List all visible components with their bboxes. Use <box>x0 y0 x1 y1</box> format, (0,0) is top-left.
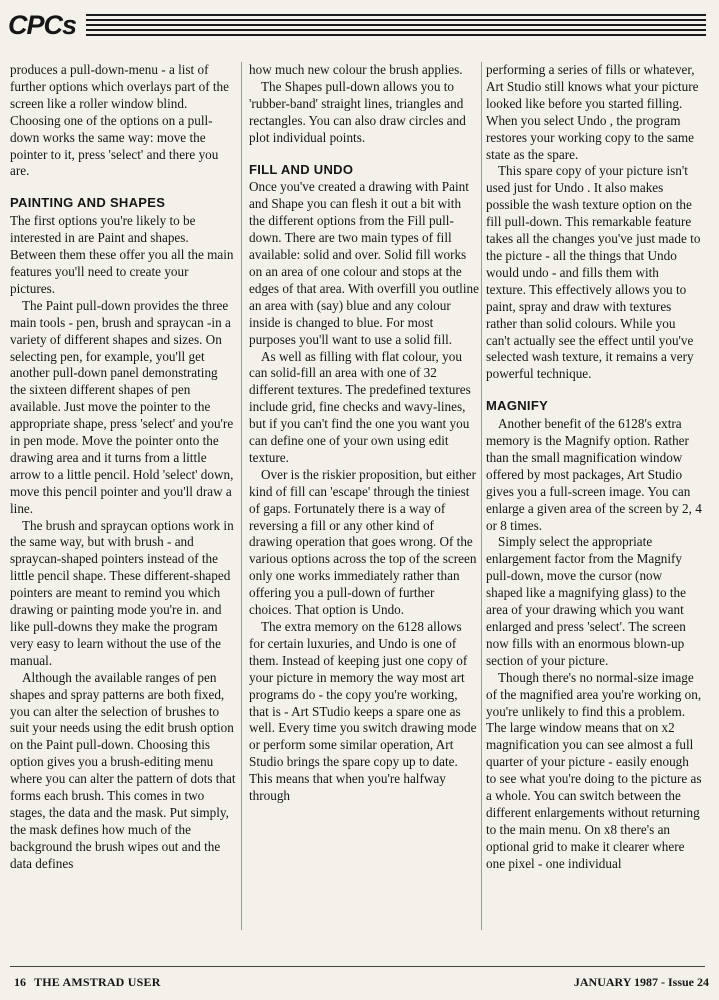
paragraph: performing a series of fills or whatever, Art Studio still knows what your picture looked like before you started filling. When you select Undo , the program restores your working copy to the same state as the spare. <box>486 62 699 162</box>
section-tag: CPCs <box>8 10 77 40</box>
header-rules <box>86 14 706 39</box>
column-1 <box>10 62 236 873</box>
paragraph: As well as filling with flat colour, you can solid-fill an area with one of 32 different textures. The predefined textures include grid, fine checks and wavy-lines, but if you can't find the one you want you can define one of your own using edit texture. <box>249 348 471 465</box>
column-3 <box>486 62 702 873</box>
header-rule <box>86 14 706 16</box>
section-heading: FILL AND UNDO <box>249 161 354 177</box>
paragraph: how much new colour the brush applies. <box>249 62 463 77</box>
section-heading: PAINTING AND SHAPES <box>10 195 166 211</box>
header-rule <box>86 24 706 26</box>
page-number: 16 <box>14 975 26 989</box>
paragraph: produces a pull-down-menu - a list of further options which overlays part of the screen like a roller window blind. Choosing one of the options on a pull-down works the same way: move the pointer to it, press 'select' and there you are. <box>10 62 229 179</box>
page-header <box>8 8 708 50</box>
paragraph: Although the available ranges of pen shapes and spray patterns are both fixed, you can alter the selection of brushes to suit your needs using the edit brush option on the Paint pull-down. Choosing this option gives you a brush-editing menu where you can alter the pattern of dots that forms each brush. This comes in two stages, the data and the mask. Put simply, the mask defines how much of the background the brush wipes out and the data defines <box>10 669 236 871</box>
column-divider <box>481 62 482 930</box>
paragraph: This spare copy of your picture isn't used just for Undo . It also makes possible the wash texture option on the fill pull-down. This remarkable feature takes all the changes you've just made to the picture - all the things that Undo would undo - and fills them with texture. This effectively allows you to paint, spray and draw with textures rather than solid colours. While you can't actually see the effect until you've selected wash texture, it remains a very powerful technique. <box>486 163 701 382</box>
footer-rule <box>10 966 705 967</box>
column-2 <box>249 62 479 805</box>
paragraph: Over is the riskier proposition, but either kind of fill can 'escape' through the tiniest of gaps. Fortunately there is a way of reversing a fill or any other kind of drawing operation that goes wrong. Of the various options across the top of the screen only one works immediately rather than offering you a pull-down of further choices. That option is Undo. <box>249 466 477 618</box>
column-divider <box>241 62 242 930</box>
header-rule <box>86 29 706 31</box>
paragraph: The Paint pull-down provides the three main tools - pen, brush and spraycan -in a variety of different shapes and sizes. On selecting pen, for example, you'll get another pull-down panel demonstrating the sixteen different shapes of pen available. Just move the pointer to the appropriate shape, press 'select' and you're in pen mode. Move the pointer onto the drawing area and it turns from a little arrow to a little pencil. Hold 'select' down, move this pencil pointer and you'll draw a line. <box>10 297 234 516</box>
paragraph: The extra memory on the 6128 allows for certain luxuries, and Undo is one of them. Instead of keeping just one copy of your picture in memory the way most art programs do - the copy you're working, that is - Art STudio keeps a spare one as well. Every time you switch drawing mode or perform some similar operation, Art Studio brings the spare copy up to date. This means that when you're halfway through <box>249 619 477 804</box>
paragraph: Simply select the appropriate enlargement factor from the Magnify pull-down, move the cursor (now shaped like a magnifying glass) to the area of your drawing which you want enlarged and press 'select'. The screen now fills with an enormous blown-up section of your picture. <box>486 534 686 668</box>
header-rule <box>86 19 706 21</box>
paragraph: The first options you're likely to be interested in are Paint and shapes. Between them these offer you all the main features you'll need to create your pictures. <box>10 213 234 296</box>
paragraph: Another benefit of the 6128's extra memory is the Magnify option. Rather than the small magnification window offered by most packages, Art Studio gives you a full-screen image. You can enlarge a given area of the screen by 2, 4 or 8 times. <box>486 416 702 533</box>
publication-name: THE AMSTRAD USER <box>34 975 161 989</box>
paragraph: The Shapes pull-down allows you to 'rubber-band' straight lines, triangles and rectangles. You can also draw circles and plot individual points. <box>249 78 466 145</box>
section-heading: MAGNIFY <box>486 398 549 414</box>
header-rule <box>86 34 706 36</box>
paragraph: Though there's no normal-size image of the magnified area you're working on, you're unlikely to find this a problem. The large window means that on x2 magnification you can see almost a full quarter of your picture - easily enough to see what you're doing to the picture as a whole. You can switch between the different enlargements without returning to the main menu. On x8 there's an optional grid to make it clearer where one pixel - one individual <box>486 669 702 871</box>
paragraph: Once you've created a drawing with Paint and Shape you can flesh it out a bit with the different options from the Fill pull-down. There are two main types of fill available: solid and over. Solid fill works on an area of one colour and stops at the edges of that area. With overfill you outline an area with (say) blue and any colour inside is changed to blue. For most purposes you'll want to use a solid fill. <box>249 179 479 347</box>
paragraph: The brush and spraycan options work in the same way, but with brush - and spraycan-shaped pointers instead of the little pencil shape. These different-shaped pointers are meant to remind you which drawing or painting mode you're in. and like pull-downs they make the program very easy to learn without the use of the manual. <box>10 517 234 668</box>
issue-date: JANUARY 1987 - Issue 24 <box>573 975 709 989</box>
